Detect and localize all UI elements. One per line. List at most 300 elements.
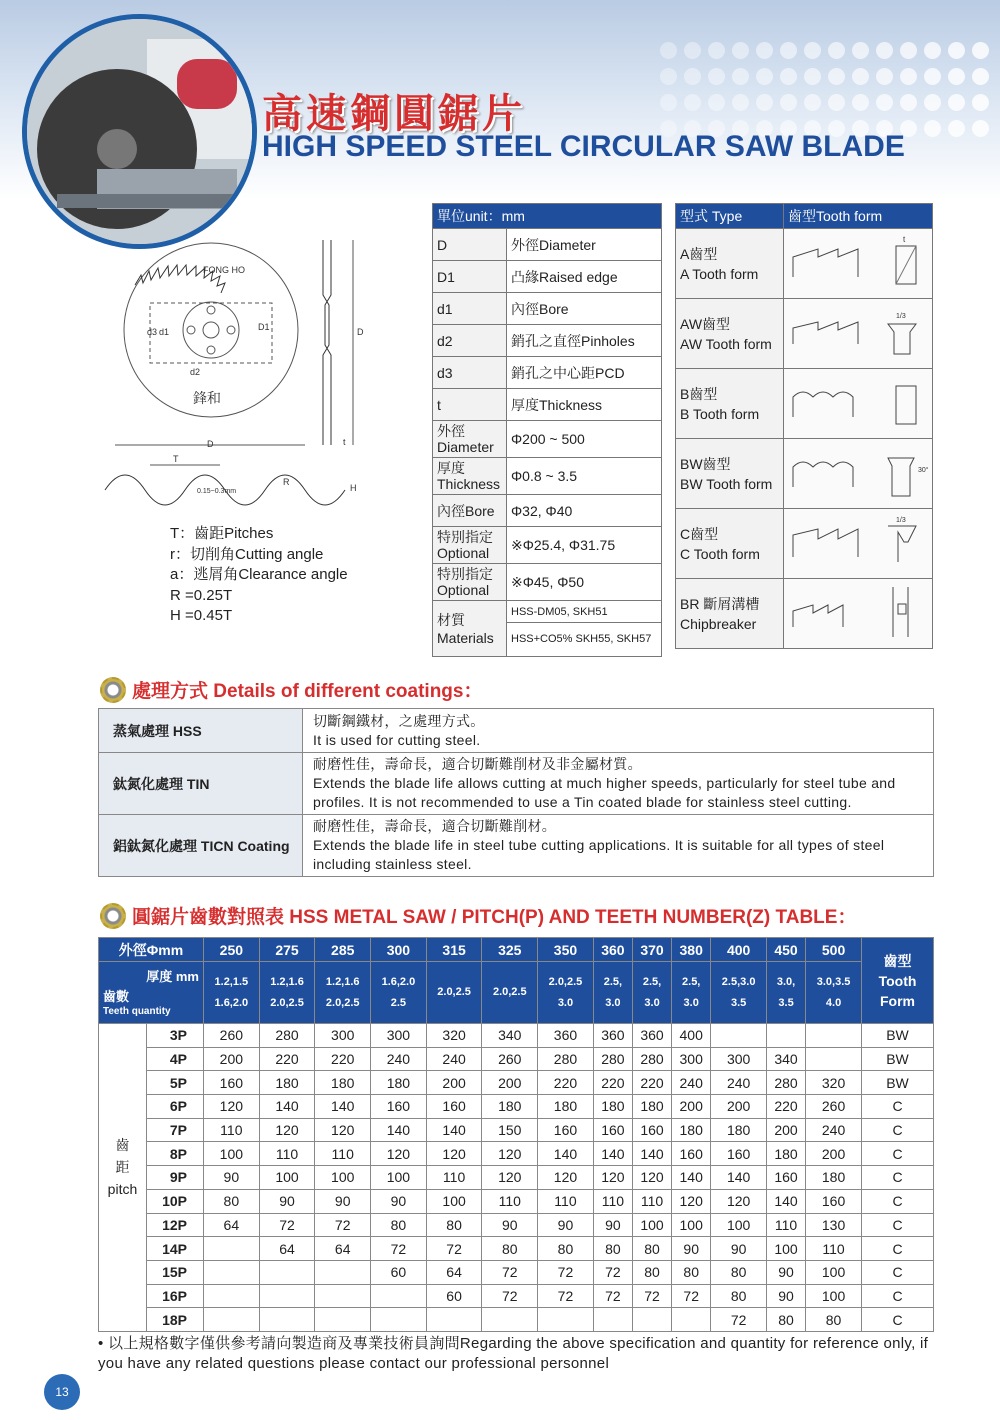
spec-row-materials (433, 601, 662, 623)
coating-row (99, 753, 934, 815)
teeth-count-cell (259, 1260, 315, 1284)
pitch-label: 16P (146, 1284, 203, 1308)
decorative-dot (948, 120, 965, 137)
teeth-count-cell: 160 (766, 1166, 805, 1190)
tooth-row (676, 509, 933, 579)
teeth-count-cell: 72 (538, 1284, 594, 1308)
tooth-form-cell: C (862, 1308, 934, 1332)
spec-value: 內徑Bore (507, 293, 662, 325)
teeth-count-cell: 64 (426, 1260, 482, 1284)
teeth-count-cell: 110 (482, 1189, 538, 1213)
spec-label: d3 (433, 357, 507, 389)
teeth-count-cell: 200 (711, 1095, 767, 1119)
pitch-label: 3P (146, 1024, 203, 1048)
spec-row (433, 261, 662, 293)
teeth-count-cell: 110 (426, 1166, 482, 1190)
teeth-count-cell: 280 (593, 1047, 632, 1071)
hdr-form-en: Form (880, 992, 915, 1009)
decorative-dot (948, 94, 965, 111)
tooth-row (676, 299, 933, 369)
decorative-dot (876, 42, 893, 59)
decorative-dot (708, 68, 725, 85)
teeth-count-cell: 160 (711, 1142, 767, 1166)
teeth-count-cell (593, 1308, 632, 1332)
decorative-dot (900, 94, 917, 111)
materials-value: HSS-DM05, SKH51 (507, 601, 662, 623)
label-D1: D1 (258, 322, 270, 332)
tooth-form-cell: C (862, 1237, 934, 1261)
decorative-dot (852, 94, 869, 111)
teeth-count-cell: 120 (371, 1142, 427, 1166)
teeth-count-cell (259, 1284, 315, 1308)
thickness-cell: 3.0,3.5 (816, 975, 851, 988)
decorative-dot (924, 120, 941, 137)
teeth-count-cell: 72 (593, 1284, 632, 1308)
coating-desc-cn: 切斷鋼鐵材，之處理方式。 (313, 712, 485, 729)
teeth-count-cell: 90 (593, 1213, 632, 1237)
teeth-count-cell: 360 (632, 1024, 671, 1048)
teeth-count-cell: 200 (426, 1071, 482, 1095)
teeth-count-cell: 140 (538, 1142, 594, 1166)
pitch-row (99, 1071, 934, 1095)
spec-label: t (433, 389, 507, 421)
teeth-count-cell: 160 (806, 1189, 862, 1213)
decorative-dot (876, 94, 893, 111)
teeth-count-cell: 80 (632, 1237, 671, 1261)
teeth-count-cell: 140 (371, 1118, 427, 1142)
teeth-count-cell (204, 1284, 260, 1308)
teeth-count-cell: 180 (538, 1095, 594, 1119)
teeth-count-cell: 100 (632, 1213, 671, 1237)
tooth-name-en: B Tooth form (680, 405, 760, 422)
pitch-row (99, 1095, 934, 1119)
teeth-count-cell: 72 (538, 1260, 594, 1284)
teeth-count-cell: 64 (315, 1237, 371, 1261)
spec-label: D1 (433, 261, 507, 293)
coating-row (99, 709, 934, 753)
diameter-label-en: Diameter (437, 439, 494, 455)
thickness-cell: 2.5, (642, 975, 662, 988)
teeth-count-cell (632, 1308, 671, 1332)
spec-row-bore (433, 495, 662, 527)
teeth-count-cell: 90 (672, 1237, 711, 1261)
tooth-name-en: A Tooth form (680, 265, 759, 282)
teeth-count-cell: 110 (538, 1189, 594, 1213)
teeth-count-cell: 200 (204, 1047, 260, 1071)
teeth-count-cell: 64 (204, 1213, 260, 1237)
thickness-cell: 2.5 (390, 996, 407, 1009)
tooth-form-cell: C (862, 1260, 934, 1284)
optional-label-cn: 特別指定 (437, 566, 493, 582)
teeth-count-cell: 100 (766, 1237, 805, 1261)
thickness-cell: 2.0,2.5 (426, 962, 482, 1024)
spec-value: 外徑Diameter (507, 229, 662, 261)
teeth-count-cell: 360 (538, 1024, 594, 1048)
teeth-count-cell: 90 (204, 1166, 260, 1190)
gear-icon (100, 903, 126, 929)
thickness-cell: 1.6,2.0 (214, 996, 249, 1009)
teeth-count-cell: 120 (259, 1118, 315, 1142)
label-t: t (343, 437, 346, 447)
decorative-dot (804, 68, 821, 85)
pitch-label: 6P (146, 1095, 203, 1119)
brand-logo-text: FONG HO (203, 265, 245, 275)
pitch-label: 12P (146, 1213, 203, 1237)
teeth-count-cell: 80 (711, 1284, 767, 1308)
tooth-form-cell: C (862, 1213, 934, 1237)
teeth-count-cell: 80 (672, 1260, 711, 1284)
decorative-dot (900, 42, 917, 59)
teeth-count-cell (315, 1260, 371, 1284)
coating-desc-cn: 耐磨性佳，壽命長，適合切斷難削材。 (313, 818, 557, 834)
diameter-cell: 350 (538, 938, 594, 962)
spec-row-diameter (433, 421, 662, 458)
teeth-count-cell: 120 (711, 1189, 767, 1213)
teeth-count-cell: 80 (204, 1189, 260, 1213)
bore-label: 內徑Bore (433, 495, 507, 527)
teeth-count-cell (426, 1308, 482, 1332)
teeth-count-cell: 220 (315, 1047, 371, 1071)
teeth-count-cell: 200 (482, 1071, 538, 1095)
decorative-dot (660, 42, 677, 59)
tooth-form-cell: C (862, 1142, 934, 1166)
spec-row-optional-1 (433, 527, 662, 564)
hdr-form-cn: 齒型 (883, 952, 912, 969)
teeth-count-cell: 140 (593, 1142, 632, 1166)
tooth-name-cn: BW齒型 (680, 455, 731, 472)
teeth-count-cell: 160 (672, 1142, 711, 1166)
thickness-label-en: Thickness (437, 476, 501, 492)
coating-row (99, 815, 934, 877)
pitch-label: 5P (146, 1071, 203, 1095)
decorative-dot (972, 94, 989, 111)
spec-row-optional-2 (433, 564, 662, 601)
teeth-count-cell: 300 (315, 1024, 371, 1048)
coating-type: 鋁鈦氮化處理 TICN Coating (99, 815, 303, 877)
spec-row (433, 293, 662, 325)
tooth-aw-icon (788, 302, 928, 362)
decorative-dot (972, 120, 989, 137)
decorative-dot (948, 42, 965, 59)
spec-value: 銷孔之中心距PCD (507, 357, 662, 389)
pitch-row (99, 1213, 934, 1237)
decorative-dot (756, 68, 773, 85)
teeth-count-cell: 72 (371, 1237, 427, 1261)
pitch-section-title (100, 902, 856, 929)
teeth-count-cell: 120 (593, 1166, 632, 1190)
teeth-count-cell: 180 (259, 1071, 315, 1095)
teeth-count-cell (711, 1024, 767, 1048)
teeth-count-cell: 80 (371, 1213, 427, 1237)
teeth-count-cell: 120 (482, 1142, 538, 1166)
decorative-dot (924, 94, 941, 111)
diameter-cell: 450 (766, 938, 805, 962)
tooth-row (676, 229, 933, 299)
spec-value: 凸緣Raised edge (507, 261, 662, 293)
machine-illustration (27, 19, 257, 249)
teeth-count-cell: 120 (632, 1166, 671, 1190)
thickness-cell: 3.0, (776, 975, 796, 988)
teeth-count-cell: 200 (766, 1118, 805, 1142)
pitch-teeth-table (98, 937, 934, 1332)
teeth-count-cell: 110 (315, 1142, 371, 1166)
pitch-row (99, 1166, 934, 1190)
coating-desc-en: It is used for cutting steel. (313, 731, 481, 748)
teeth-count-cell: 80 (593, 1237, 632, 1261)
teeth-count-cell: 120 (482, 1166, 538, 1190)
teeth-count-cell: 160 (593, 1118, 632, 1142)
label-T: T (173, 454, 179, 464)
teeth-count-cell: 110 (593, 1189, 632, 1213)
page-number: 13 (44, 1374, 80, 1410)
teeth-count-cell: 180 (806, 1166, 862, 1190)
thickness-cell: 3.5 (778, 996, 794, 1009)
pitch-row (99, 1308, 934, 1332)
teeth-count-cell: 120 (204, 1095, 260, 1119)
diameter-label-cn: 外徑 (437, 423, 465, 439)
teeth-count-cell: 80 (482, 1237, 538, 1261)
teeth-count-cell (371, 1308, 427, 1332)
teeth-count-cell: 100 (806, 1260, 862, 1284)
teeth-count-cell: 300 (672, 1047, 711, 1071)
coating-desc-en: Extends the blade life in steel tube cutting applications. It is suitable for all types of steel including stainless steel. (313, 837, 885, 872)
thickness-cell: 2.5,3.0 (721, 975, 756, 988)
teeth-count-cell: 120 (315, 1118, 371, 1142)
optional-value: ※Φ45, Φ50 (507, 564, 662, 601)
spec-header: 單位unit：mm (433, 204, 662, 229)
teeth-count-cell: 72 (672, 1284, 711, 1308)
teeth-count-cell: 180 (766, 1142, 805, 1166)
teeth-count-cell: 100 (672, 1213, 711, 1237)
decorative-dot (804, 42, 821, 59)
decorative-dot (852, 42, 869, 59)
diameter-cell: 370 (632, 938, 671, 962)
optional-label-en: Optional (437, 582, 490, 598)
pitch-row (99, 1260, 934, 1284)
coatings-title-text: 處理方式 Details of different coatings： (132, 681, 483, 702)
teeth-count-cell: 220 (259, 1047, 315, 1071)
teeth-count-cell: 300 (711, 1047, 767, 1071)
teeth-count-cell: 100 (371, 1166, 427, 1190)
teeth-count-cell: 90 (482, 1213, 538, 1237)
teeth-count-cell: 300 (371, 1024, 427, 1048)
legend-line: T：齒距Pitches (170, 525, 274, 542)
diameter-cell: 325 (482, 938, 538, 962)
thickness-cell: 2.0,2.5 (548, 975, 583, 988)
label-d1: d1 (159, 327, 170, 337)
spec-label: d2 (433, 325, 507, 357)
diameter-cell: 285 (315, 938, 371, 962)
brand-chinese: 鋒和 (193, 391, 221, 407)
tooth-row (676, 579, 933, 649)
teeth-count-cell: 260 (482, 1047, 538, 1071)
coating-desc-en: Extends the blade life allows cutting at much higher speeds, particularly for steel tube and profiles. It is not recommended to use a Tin coated blade for stainless steel cutting. (313, 775, 896, 810)
pitch-label: 10P (146, 1189, 203, 1213)
teeth-count-cell: 72 (632, 1284, 671, 1308)
materials-label-cn: 材質 (437, 611, 465, 628)
decorative-dot (924, 68, 941, 85)
decorative-dot (972, 68, 989, 85)
diameter-cell: 380 (672, 938, 711, 962)
teeth-count-cell: 110 (259, 1142, 315, 1166)
tooth-a-icon (788, 232, 928, 292)
teeth-count-cell: 220 (632, 1071, 671, 1095)
label-R: R (283, 477, 290, 487)
spec-row (433, 389, 662, 421)
tooth-form-cell: C (862, 1166, 934, 1190)
hdr-teeth-cn: 齒數 (103, 989, 130, 1004)
diameter-header-row (99, 938, 934, 962)
diameter-cell: 500 (806, 938, 862, 962)
spec-row (433, 229, 662, 261)
pitch-row (99, 1189, 934, 1213)
thickness-cell: 3.0 (683, 996, 699, 1009)
decorative-dot (852, 68, 869, 85)
thickness-cell: 3.0 (644, 996, 660, 1009)
decorative-dot (684, 68, 701, 85)
tooth-name-en: C Tooth form (680, 545, 760, 562)
pitch-title-text: 圓鋸片齒數對照表 HSS METAL SAW / PITCH(P) AND TEETH NUMBER(Z) TABLE： (132, 907, 857, 928)
teeth-count-cell: 90 (315, 1189, 371, 1213)
teeth-count-cell: 110 (766, 1213, 805, 1237)
teeth-count-cell (204, 1308, 260, 1332)
pitch-label: 7P (146, 1118, 203, 1142)
teeth-count-cell: 320 (426, 1024, 482, 1048)
decorative-dot (756, 42, 773, 59)
label-H: H (350, 483, 357, 493)
teeth-count-cell: 90 (711, 1237, 767, 1261)
label-D: D (207, 439, 214, 449)
pitch-side-text: 齒 (115, 1137, 130, 1153)
teeth-count-cell: 90 (766, 1260, 805, 1284)
teeth-count-cell: 72 (315, 1213, 371, 1237)
thickness-cell: 1.2,1.6 (325, 975, 360, 988)
materials-value: HSS+CO5% SKH55, SKH57 (507, 623, 662, 657)
teeth-count-cell: 100 (204, 1142, 260, 1166)
tooth-name-en: AW Tooth form (680, 335, 772, 352)
teeth-count-cell (315, 1284, 371, 1308)
teeth-count-cell: 100 (259, 1166, 315, 1190)
teeth-count-cell: 80 (632, 1260, 671, 1284)
tooth-header-form: 齒型Tooth form (784, 204, 933, 229)
teeth-count-cell (538, 1308, 594, 1332)
tooth-row (676, 439, 933, 509)
teeth-count-cell: 280 (766, 1071, 805, 1095)
teeth-count-cell: 180 (672, 1118, 711, 1142)
teeth-count-cell (766, 1024, 805, 1048)
pitch-row (99, 1142, 934, 1166)
teeth-count-cell: 80 (711, 1260, 767, 1284)
diameter-cell: 360 (593, 938, 632, 962)
teeth-count-cell (315, 1308, 371, 1332)
teeth-count-cell: 340 (766, 1047, 805, 1071)
chipbreaker-icon (788, 582, 928, 642)
diameter-cell: 275 (259, 938, 315, 962)
pitch-row (99, 1237, 934, 1261)
tooth-form-cell: BW (862, 1024, 934, 1048)
teeth-count-cell: 100 (711, 1213, 767, 1237)
hdr-diameter: 外徑Φmm (99, 938, 204, 962)
decorative-dot (708, 42, 725, 59)
coatings-section-title (100, 676, 482, 703)
teeth-count-cell (259, 1308, 315, 1332)
teeth-count-cell: 180 (482, 1095, 538, 1119)
teeth-count-cell: 280 (538, 1047, 594, 1071)
teeth-count-cell (672, 1308, 711, 1332)
teeth-count-cell (806, 1047, 862, 1071)
teeth-count-cell: 160 (426, 1095, 482, 1119)
diameter-cell: 315 (426, 938, 482, 962)
pitch-label: 18P (146, 1308, 203, 1332)
pitch-label: 8P (146, 1142, 203, 1166)
legend-line: R =0.25T (170, 586, 233, 604)
teeth-count-cell: 160 (538, 1118, 594, 1142)
teeth-count-cell: 240 (371, 1047, 427, 1071)
legend-line: r：切削角Cutting angle (170, 545, 324, 563)
teeth-count-cell: 180 (711, 1118, 767, 1142)
decorative-dot (804, 94, 821, 111)
label-D-side: D (357, 327, 364, 337)
teeth-count-cell: 110 (204, 1118, 260, 1142)
teeth-count-cell: 400 (672, 1024, 711, 1048)
thickness-value: Φ0.8 ~ 3.5 (507, 458, 662, 495)
spec-value: 厚度Thickness (507, 389, 662, 421)
teeth-count-cell: 72 (482, 1260, 538, 1284)
optional-label-cn: 特別指定 (437, 529, 493, 545)
coating-desc-cn: 耐磨性佳，壽命長，適合切斷難削材及非金屬材質。 (313, 756, 642, 772)
teeth-count-cell: 60 (426, 1284, 482, 1308)
teeth-count-cell: 100 (315, 1166, 371, 1190)
teeth-count-cell: 240 (806, 1118, 862, 1142)
teeth-count-cell: 64 (259, 1237, 315, 1261)
spec-table (432, 203, 662, 657)
thickness-cell: 1.2,1.5 (214, 975, 249, 988)
decorative-dot (780, 94, 797, 111)
decorative-dot (828, 42, 845, 59)
tooth-form-cell: C (862, 1284, 934, 1308)
legend (170, 524, 348, 627)
coating-type: 鈦氮化處理 TIN (99, 753, 303, 815)
decorative-dot (900, 68, 917, 85)
teeth-count-cell: 240 (711, 1071, 767, 1095)
saw-machine-photo (22, 14, 257, 249)
decorative-dot (684, 94, 701, 111)
teeth-count-cell: 240 (426, 1047, 482, 1071)
pitch-label: 4P (146, 1047, 203, 1071)
teeth-count-cell: 72 (711, 1308, 767, 1332)
diameter-cell: 300 (371, 938, 427, 962)
tooth-name-cn: AW齒型 (680, 315, 731, 332)
pitch-label: 15P (146, 1260, 203, 1284)
thickness-label-cn: 厚度 (437, 460, 465, 476)
tooth-name-en: Chipbreaker (680, 615, 757, 632)
pitch-row (99, 1024, 934, 1048)
decorative-dot (660, 68, 677, 85)
tooth-form-cell: C (862, 1095, 934, 1119)
teeth-count-cell (806, 1024, 862, 1048)
teeth-count-cell: 180 (315, 1071, 371, 1095)
pitch-side-text: 距 (115, 1159, 130, 1175)
spec-value: 銷孔之直徑Pinholes (507, 325, 662, 357)
decorative-dot (684, 42, 701, 59)
spec-row-thickness (433, 458, 662, 495)
teeth-count-cell: 100 (426, 1189, 482, 1213)
tooth-name-cn: B齒型 (680, 385, 718, 402)
tooth-b-icon (788, 372, 928, 432)
teeth-count-cell: 150 (482, 1118, 538, 1142)
teeth-count-cell: 160 (204, 1071, 260, 1095)
thickness-cell: 2.0,2.5 (325, 996, 360, 1009)
